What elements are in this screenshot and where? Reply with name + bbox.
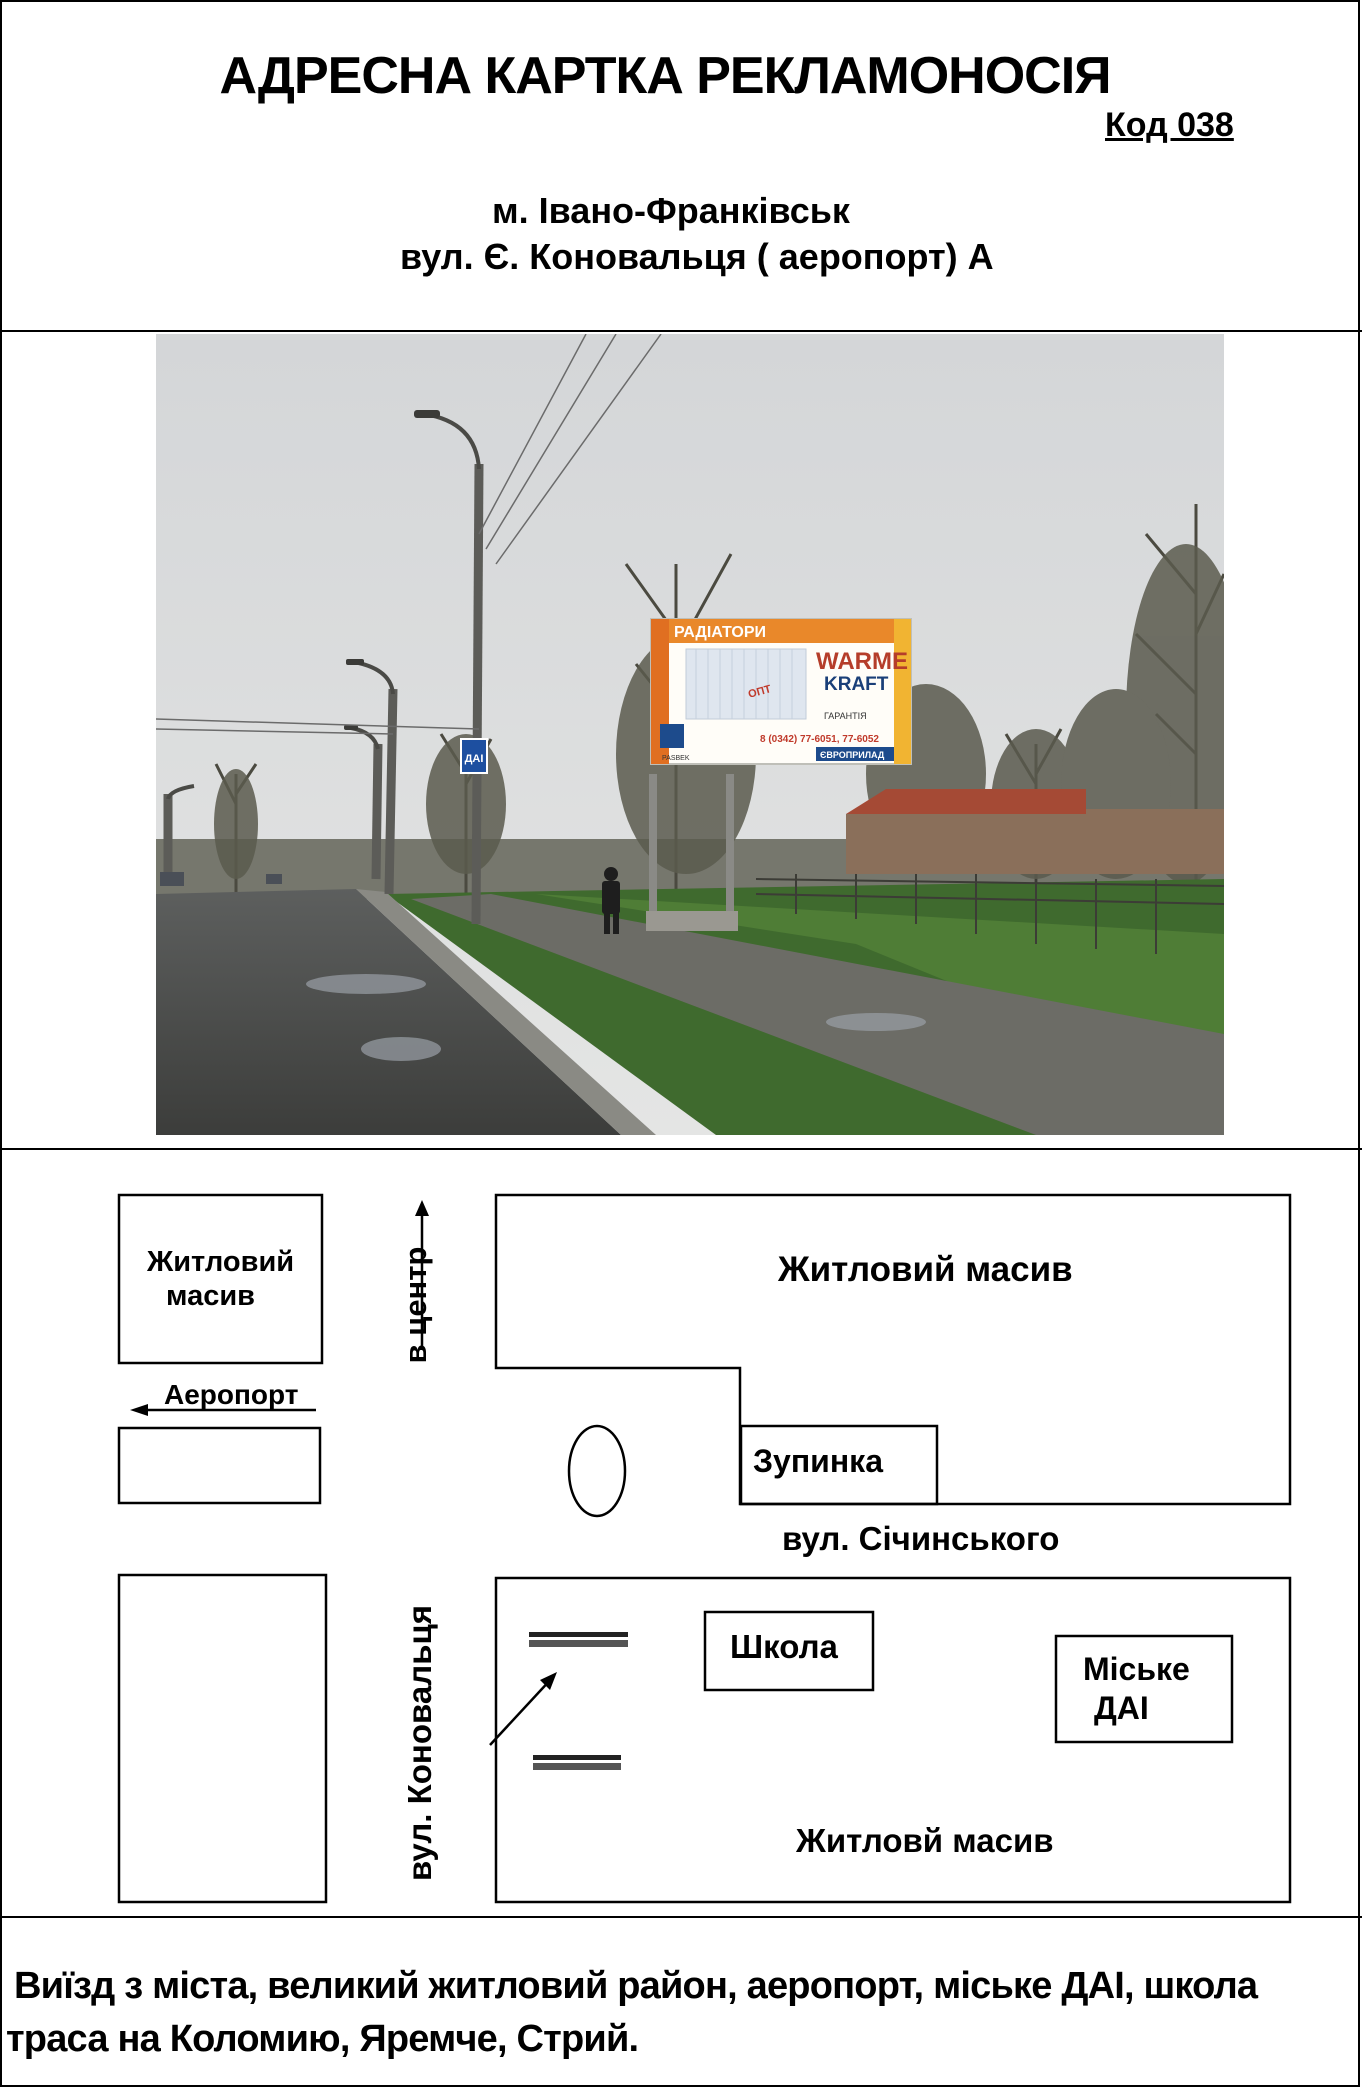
label-airport: Аеропорт xyxy=(164,1379,299,1410)
dai-sign-text: ДАІ xyxy=(464,753,484,765)
block-mid-left xyxy=(119,1428,320,1503)
billboard-guarantee: ГАРАНТІЯ xyxy=(824,711,867,721)
roundabout xyxy=(569,1426,625,1516)
block-top-right xyxy=(496,1195,1290,1504)
street-address: вул. Є. Коновальця ( аеропорт) А xyxy=(400,236,994,277)
label-konovaltsia-street: вул. Коновальця xyxy=(401,1604,438,1882)
billboard-brand-1: WARME xyxy=(816,648,908,675)
label-center-direction: в центр xyxy=(398,1246,433,1364)
label-sichynskoho-street: вул. Січинського xyxy=(782,1520,1060,1557)
label-police-1: Міське xyxy=(1083,1651,1190,1687)
billboard-stamp: ОПТ xyxy=(746,683,773,701)
city-label: м. Івано-Франківськ xyxy=(492,190,850,231)
label-top-left-block-1: Житловий xyxy=(147,1246,295,1278)
billboard-pointer-arrow xyxy=(490,1677,553,1745)
billboard-marker xyxy=(529,1632,628,1770)
label-police-2: ДАІ xyxy=(1094,1690,1149,1726)
billboard-maker: PASBEK xyxy=(662,755,690,762)
billboard-brand-2: KRAFT xyxy=(824,674,889,695)
label-bottom-right-block: Житловй масив xyxy=(796,1822,1054,1859)
billboard-photo xyxy=(156,334,1224,1135)
billboard-company: ЄВРОПРИЛАД xyxy=(820,750,885,760)
label-top-right-block: Житловий масив xyxy=(778,1250,1073,1289)
card-title: АДРЕСНА КАРТКА РЕКЛАМОНОСІЯ xyxy=(219,47,1111,105)
footer-line-2: траса на Коломию, Яремче, Стрий. xyxy=(6,2018,639,2060)
block-top-left xyxy=(119,1195,322,1363)
billboard-headline: РАДІАТОРИ xyxy=(674,624,767,641)
divider-header xyxy=(0,330,1362,332)
label-top-left-block-2: масив xyxy=(166,1280,255,1312)
footer-line-1: Виїзд з міста, великий житловий район, аеропорт, міське ДАІ, школа xyxy=(14,1965,1258,2007)
billboard-phone: 8 (0342) 77-6051, 77-6052 xyxy=(760,734,879,745)
location-map xyxy=(0,1150,1362,1920)
label-stop: Зупинка xyxy=(753,1443,883,1479)
label-school: Школа xyxy=(730,1628,838,1665)
block-bottom-left xyxy=(119,1575,326,1902)
card-code: Код 038 xyxy=(1105,106,1234,144)
